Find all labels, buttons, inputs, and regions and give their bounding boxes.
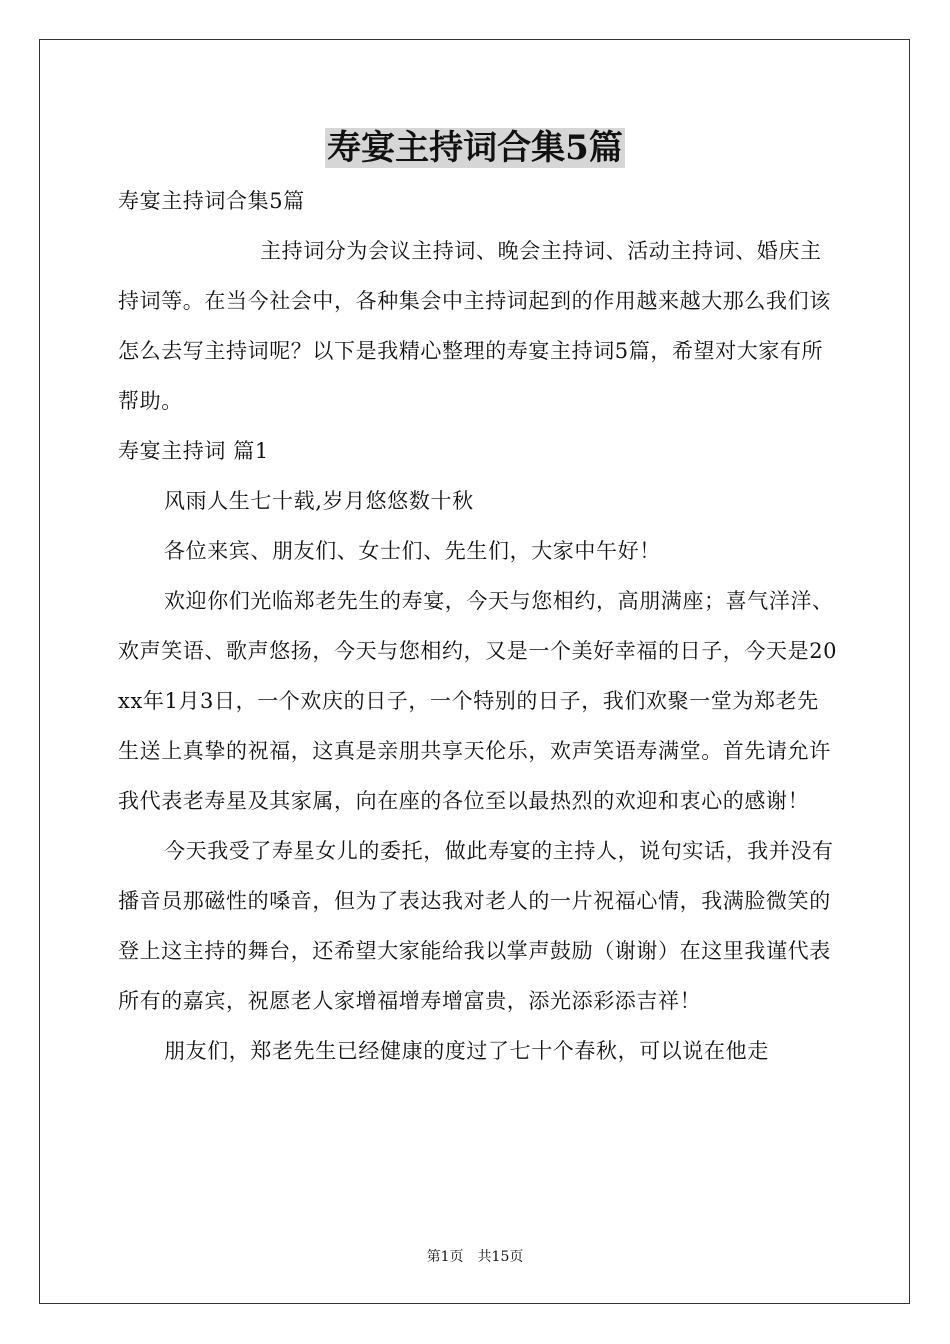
page-number: 第1页 共15页 <box>426 1249 524 1265</box>
paragraph-5: 朋友们，郑老先生已经健康的度过了七十个春秋，可以说在他走 <box>164 1039 769 1063</box>
document-title-text: 寿宴主持词合集5篇 <box>327 128 623 168</box>
intro-paragraph: 主持词分为会议主持词、晚会主持词、活动主持词、婚庆主持词等。在当今社会中，各种集会中主持词起到的作用越来越大那么我们该怎么去写主持词呢？以下是我精心整理的寿宴主持词5篇，希望对大家有所帮助。 <box>118 239 831 413</box>
paragraph-1: 风雨人生七十载,岁月悠悠数十秋 <box>164 489 474 513</box>
paragraph-3: 欢迎你们光临郑老先生的寿宴，今天与您相约，高朋满座；喜气洋洋、欢声笑语、歌声悠扬，今天与您相约，又是一个美好幸福的日子，今天是20xx年1月3日，一个欢庆的日子，一个特别的日子，我们欢聚一堂为郑老先生送上真挚的祝福，这真是亲朋共享天伦乐，欢声笑语寿满堂。首先请允许我代表老寿星及其家属，向在座的各位至以最热烈的欢迎和衷心的感谢！ <box>118 589 838 813</box>
document-subtitle: 寿宴主持词合集5篇 <box>118 189 305 213</box>
section-heading-1: 寿宴主持词 篇1 <box>118 439 269 463</box>
document-body <box>118 176 838 1076</box>
paragraph-4: 今天我受了寿星女儿的委托，做此寿宴的主持人，说句实话，我并没有播音员那磁性的嗓音，但为了表达我对老人的一片祝福心情，我满脸微笑的登上这主持的舞台，还希望大家能给我以掌声鼓励（谢谢）在这里我谨代表所有的嘉宾，祝愿老人家增福增寿增富贵，添光添彩添吉祥！ <box>118 839 834 1013</box>
document-title <box>0 124 950 172</box>
paragraph-2: 各位来宾、朋友们、女士们、先生们，大家中午好！ <box>164 539 661 563</box>
page-footer <box>0 1247 950 1267</box>
